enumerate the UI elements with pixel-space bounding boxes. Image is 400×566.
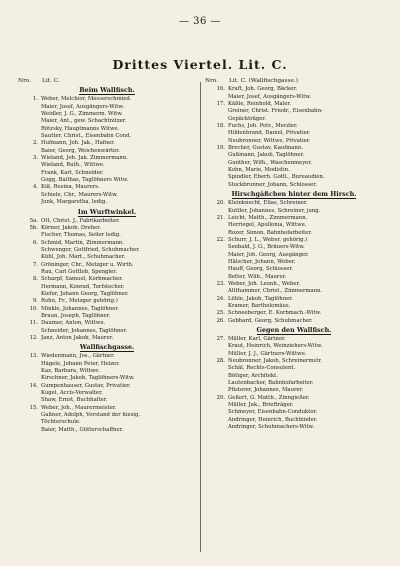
resident-list: [228, 296, 383, 311]
house-entry: [18, 427, 196, 434]
resident-list: [41, 225, 196, 240]
resident-line: Kramer, Bartholomäus.: [228, 302, 291, 309]
house-entry: [18, 155, 196, 184]
house-entry: [205, 215, 383, 237]
house-number: 24.: [216, 295, 225, 302]
resident-line: Gebhard, Georg, Schuhmacher.: [228, 317, 313, 324]
resident-line: Hälscher, Johann, Weber.: [228, 258, 296, 265]
resident-list: [228, 145, 383, 189]
resident-line: Kleinknecht, Elias, Schreiner.: [228, 200, 308, 207]
house-entry: [205, 145, 383, 189]
house-entry: [18, 405, 196, 427]
resident-line: Böttger, Architekt.: [228, 372, 278, 379]
house-number: 1.: [32, 96, 38, 103]
sections: [18, 86, 196, 434]
house-number: 27.: [216, 336, 225, 342]
resident-list: [228, 200, 383, 215]
resident-line: Müller, Karl, Gärtner.: [228, 336, 286, 342]
house-entry: [18, 353, 196, 382]
resident-line: Seebald, J. G., Bräuers-Witw.: [228, 244, 305, 251]
house-entry: [18, 383, 196, 405]
resident-line: Kühl, Joh. Mart., Schuhmacher.: [41, 254, 126, 261]
resident-line: Herriegel, Apollonia, Wittwe.: [228, 222, 307, 229]
resident-line: Shaw, Ernst, Buchhalter.: [41, 397, 108, 404]
resident-line: Leicht, Matth., Zimmermann.: [228, 214, 308, 221]
resident-line: Wieland, Joh. Jak. Zimmermann.: [41, 155, 128, 162]
section-heading: [205, 190, 383, 199]
house-number: 22.: [216, 236, 225, 243]
house-number: 7.: [32, 261, 38, 268]
section-heading-text: Hirschgäßchen hinter dem Hirsch.: [231, 190, 357, 199]
resident-line: Maier, Josef, Ausgängers-Witw.: [228, 93, 311, 100]
resident-line: Weber, Melchior, Messerschmied.: [41, 96, 132, 103]
resident-list: [228, 86, 383, 101]
resident-line: Maier, Joh. Georg, Ausgänger.: [228, 251, 309, 258]
resident-line: Hägele, Johann Peter, Heizer.: [41, 360, 120, 367]
house-number: 5a.: [29, 217, 38, 224]
resident-line: Kugel, Accis-Verwalter.: [41, 390, 103, 397]
resident-line: Müller, J. J., Gärtners-Wittwe.: [228, 350, 307, 357]
resident-line: Daumer, Anton, Wittwe.: [41, 320, 106, 327]
resident-line: Stockbrunner, Johann, Schlosser.: [228, 181, 317, 188]
house-number: 14.: [29, 382, 38, 389]
section-heading-text: Im Wurftwinkel.: [77, 207, 137, 216]
house-number: 11.: [29, 320, 38, 327]
house-entry: [205, 86, 383, 101]
resident-list: [228, 310, 383, 317]
house-entry: [18, 184, 196, 206]
resident-line: Kohn, Marie, Modistin.: [228, 167, 290, 174]
resident-line: Schäl, Rechts-Consulent.: [228, 365, 296, 372]
section-heading: [18, 86, 196, 95]
resident-line: Ott, Christ. J., Fabrikarbeiter.: [41, 217, 120, 224]
resident-line: Gußmann, Jakob, Taglöhner.: [228, 152, 305, 159]
resident-line: Pfisterer, Johannes, Maurer.: [228, 387, 304, 394]
resident-list: [228, 318, 383, 325]
resident-line: Weber, Joh. Leonh., Weber.: [228, 280, 301, 287]
resident-line: Hermann, Konrad, Torfstecher.: [41, 283, 125, 290]
resident-list: [41, 184, 196, 206]
house-entry: [205, 101, 383, 123]
resident-list: [228, 123, 383, 145]
resident-line: Rozer, Simon, Bahnhofarbeiter.: [228, 229, 312, 236]
house-number: 23.: [216, 280, 225, 287]
resident-line: Neubronner, Wittwe, Privatier.: [228, 137, 311, 144]
section-heading: [205, 326, 383, 335]
resident-list: [228, 395, 383, 432]
resident-line: Greiner, Christ. Friedr., Eisenbahn-: [228, 108, 323, 115]
house-entry: [205, 310, 383, 317]
resident-line: Frank, Karl, Schneider.: [41, 169, 104, 176]
section-heading-text: Beim Wallfisch.: [79, 86, 135, 95]
section-heading-text: Gegen den Wallfisch.: [256, 326, 332, 334]
resident-line: Rötzsky, Hauptmanns Witwe.: [41, 125, 120, 132]
resident-line: Töchterschule.: [41, 419, 81, 426]
house-number: 12.: [29, 335, 38, 341]
section-heading: [18, 343, 196, 352]
resident-line: Maier, Josef, Ausgängers-Witw.: [41, 103, 124, 110]
resident-line: Sautter, Christ., Eisenbahn Cond.: [41, 133, 132, 140]
house-number: 21.: [216, 214, 225, 221]
resident-line: Andringer, Heinrich, Buchbinder.: [228, 416, 318, 423]
house-number: 26.: [216, 317, 225, 324]
house-number: 13.: [29, 353, 38, 360]
resident-list: [228, 358, 383, 395]
house-number: 17.: [216, 101, 225, 108]
page-title: Drittes Viertel. Lit. C.: [112, 57, 288, 72]
resident-list: [41, 155, 196, 184]
resident-list: [41, 240, 196, 262]
resident-line: Gröninger, Chr., Metzger u. Wirth.: [41, 261, 134, 268]
resident-line: Schneeberger, E. Korbmach.-Witw.: [228, 310, 322, 317]
right-column: [205, 78, 383, 431]
resident-list: [41, 140, 196, 155]
house-entry: [18, 320, 196, 335]
resident-line: Andringer, Schuhmachers-Witw.: [228, 424, 315, 431]
resident-line: Gepäckträger.: [228, 115, 267, 122]
section-heading-text: Wallfischgasse.: [79, 343, 135, 352]
resident-line: Brecher, Gustav, Kaufmann.: [228, 145, 303, 152]
resident-line: Gogg, Balthas, Taglöhners Witw.: [41, 177, 129, 184]
resident-line: Neubronner, Jakob, Schreinermstr.: [228, 358, 322, 365]
resident-line: Schneider, Johannes, Taglöhner.: [41, 327, 128, 334]
house-number: 9.: [32, 298, 38, 305]
resident-line: Spindler, Eberh. Gottl., Bureaudien.: [228, 174, 325, 181]
resident-list: [41, 335, 196, 342]
house-entry: [205, 200, 383, 215]
resident-line: Gumpenhauser, Gustav, Privatier.: [41, 382, 131, 389]
house-number: 20.: [216, 200, 225, 207]
resident-list: [228, 101, 383, 123]
resident-line: Schmeyer, Eisenbahn-Conduktor.: [228, 409, 318, 416]
house-number: 15.: [29, 404, 38, 411]
house-entry: [18, 96, 196, 140]
header-lit: Lit. C. (Wallfischgasse.): [229, 78, 298, 84]
house-number: 5b.: [29, 224, 38, 231]
house-number: 4.: [32, 184, 38, 191]
house-entry: [18, 298, 196, 305]
resident-line: Kaz, Barbara, Wittwe.: [41, 368, 101, 375]
header-nro: Nro.: [205, 78, 219, 84]
resident-line: Hildenbrand, Daniel, Privatier.: [228, 130, 311, 137]
resident-line: Kirschner, Jakob, Taglöhners-Witw.: [41, 375, 135, 382]
resident-line: Rohn, Fr., Metzger gehörig.): [41, 298, 118, 305]
resident-line: Baier, Georg, Weichenwärter.: [41, 147, 120, 154]
section-heading: [18, 208, 196, 217]
house-entry: [205, 318, 383, 325]
house-entry: [18, 306, 196, 321]
header-lit: Lit. C.: [42, 78, 60, 84]
resident-line: Schmid, Martin, Zimmermann.: [41, 239, 124, 246]
house-number: 8.: [32, 276, 38, 283]
resident-line: Gaßner, Adolph, Vorstand der hiesig.: [41, 412, 141, 419]
house-entry: [205, 281, 383, 296]
resident-list: [41, 383, 196, 405]
resident-list: [41, 306, 196, 321]
resident-list: [228, 281, 383, 296]
resident-line: Rau, Carl Gottlob, Spengler.: [41, 268, 117, 275]
resident-line: Gunther, Wilh., Waschenmeyer.: [228, 159, 312, 166]
resident-list: [41, 218, 196, 225]
house-number: 29.: [216, 394, 225, 401]
resident-line: Better, Wilh., Maurer.: [228, 273, 287, 280]
house-entry: [18, 240, 196, 262]
house-number: 2.: [32, 140, 38, 147]
resident-list: [41, 405, 196, 427]
resident-line: Weber, Joh., Maurermeister.: [41, 404, 117, 411]
resident-line: Fischer, Thomas, Seiler ledig.: [41, 232, 121, 239]
sections: [205, 86, 383, 431]
resident-line: Körner, Jakob, Dreher.: [41, 224, 101, 231]
resident-line: Kiefer, Johann Georg, Taglöhner.: [41, 290, 129, 297]
house-number: 3.: [32, 155, 38, 162]
resident-line: Maier, Ant., gew. Schachtnitzer.: [41, 118, 127, 125]
resident-line: Kuttler, Johannes, Schreiner, jung.: [228, 207, 321, 214]
resident-list: [41, 298, 196, 305]
resident-list: [41, 353, 196, 382]
column-header: [18, 78, 196, 85]
column-header: [205, 78, 383, 85]
resident-line: Janz, Anton Jakob, Maurer.: [41, 335, 114, 341]
resident-line: Schiele, Chr., Maurers-Witw.: [41, 191, 118, 198]
house-entry: [205, 123, 383, 145]
left-column: [18, 78, 196, 434]
resident-line: Schwenger, Gottfried, Schuhmacher.: [41, 246, 140, 253]
resident-list: [41, 96, 196, 140]
house-number: 28.: [216, 358, 225, 365]
resident-line: Käßle, Reinhold, Maler.: [228, 101, 292, 108]
house-entry: [205, 395, 383, 432]
resident-line: Kraut, Heinrich, Weinziehers-Witw.: [228, 343, 323, 350]
house-number: 19.: [216, 145, 225, 152]
resident-list: [41, 427, 196, 434]
house-number: 25.: [216, 310, 225, 317]
resident-list: [41, 320, 196, 335]
resident-line: Geßert, G. Matth., Zinngießer.: [228, 394, 310, 401]
resident-line: Hauff, Georg, Schlosser.: [228, 266, 294, 273]
resident-line: Braun, Joseph, Taglöhner.: [41, 312, 111, 319]
resident-line: Schurr, J. L., Weber, gehörig.): [228, 236, 308, 243]
resident-line: Wieland, Rath., Wittwe.: [41, 162, 105, 169]
house-number: 16.: [216, 86, 225, 93]
resident-line: Kiß, Rosina, Maurers.: [41, 184, 100, 191]
resident-line: Minkle, Johannes, Taglöhner.: [41, 305, 120, 312]
page-number: — 36 —: [178, 16, 222, 27]
resident-list: [228, 215, 383, 237]
resident-line: Baier, Matth., Gütterschaffner.: [41, 426, 124, 433]
house-entry: [18, 140, 196, 155]
resident-line: Müller, Jak., Briefträger.: [228, 402, 294, 409]
resident-line: Fuchs, Joh. Petr., Merzler.: [228, 123, 298, 130]
resident-list: [41, 262, 196, 277]
house-entry: [18, 225, 196, 240]
resident-line: Löhle, Jakob, Taglöhner.: [228, 295, 293, 302]
resident-line: Kraft, Joh. Georg, Bäcker.: [228, 86, 298, 93]
resident-line: Hufmann, Joh. Jak., Hafner.: [41, 140, 115, 147]
house-entry: [205, 336, 383, 358]
resident-line: Altthammer, Christ., Zimmermann.: [228, 288, 323, 295]
house-entry: [205, 237, 383, 281]
house-entry: [18, 335, 196, 342]
column-divider: [200, 82, 201, 552]
resident-line: Weidler, J. G., Zimmerm. Witw.: [41, 111, 123, 118]
house-number: 18.: [216, 123, 225, 130]
house-number: [18, 427, 41, 434]
house-number: 10.: [29, 305, 38, 312]
house-entry: [205, 296, 383, 311]
house-entry: [18, 218, 196, 225]
resident-line: Scharpf, Samuel, Korbmacher.: [41, 276, 123, 283]
resident-list: [41, 276, 196, 298]
resident-line: Junk, Margaretha, ledig.: [41, 199, 107, 206]
house-entry: [18, 262, 196, 277]
resident-list: [228, 237, 383, 281]
resident-list: [228, 336, 383, 358]
resident-line: Lautenbacher, Bahnhofarbeiter.: [228, 380, 314, 387]
resident-line: Wiedenmann, Jos., Gärtner.: [41, 353, 115, 360]
house-entry: [205, 358, 383, 395]
house-entry: [18, 276, 196, 298]
header-nro: Nro.: [18, 78, 32, 84]
house-number: 6.: [32, 239, 38, 246]
